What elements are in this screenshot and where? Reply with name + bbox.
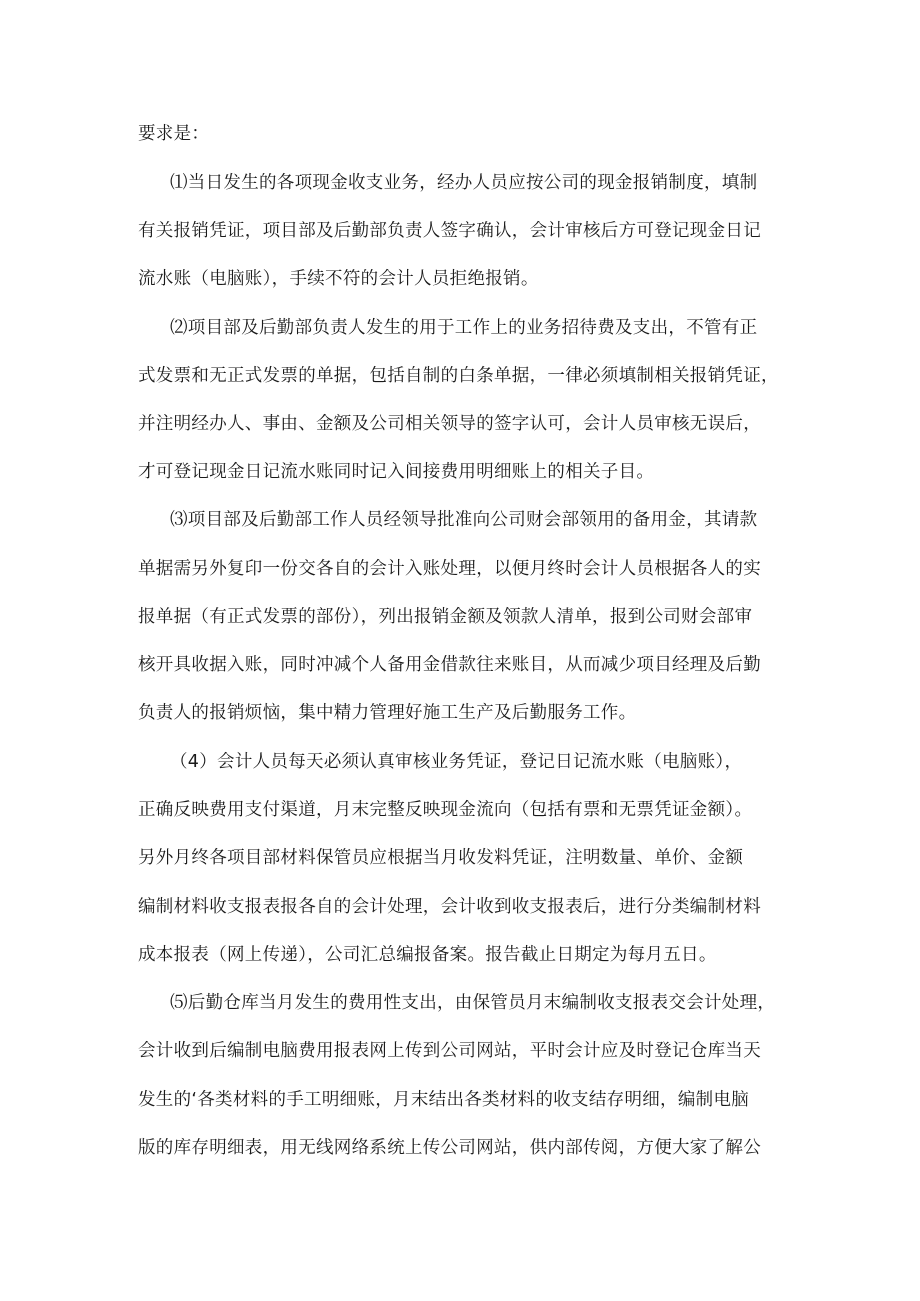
- paragraph-line: ⑶项目部及后勤部工作人员经领导批准向公司财会部领用的备用金，其请款: [170, 510, 758, 530]
- paragraph-line: 并注明经办人、事由、金额及公司相关领导的签字认可，会计人员审核无误后，: [138, 414, 761, 434]
- paragraph-line: 会计收到后编制电脑费用报表网上传到公司网站，平时会计应及时登记仓库当天: [138, 1041, 761, 1061]
- paragraph-line: 负责人的报销烦恼，集中精力管理好施工生产及后勤服务工作。: [138, 703, 637, 723]
- paragraph-line: ⑴当日发生的各项现金收支业务，经办人员应按公司的现金报销制度，填制: [170, 173, 758, 193]
- paragraph-line: ⑵项目部及后勤部负责人发生的用于工作上的业务招待费及支出，不管有正: [170, 318, 758, 338]
- paragraph-line: 发生的‘各类材料的手工明细账，月末结出各类材料的收支结存明细，编制电脑: [138, 1090, 750, 1110]
- paragraph-line: 成本报表（网上传递），公司汇总编报备案。报告截止日期定为每月五日。: [138, 945, 717, 965]
- paragraph-line: 核开具收据入账，同时冲减个人备用金借款往来账目，从而减少项目经理及后勤: [138, 655, 761, 675]
- intro-text: 要求是：: [138, 124, 210, 144]
- paragraph-line: 报单据（有正式发票的部份），列出报销金额及领款人清单，报到公司财会部审: [138, 607, 753, 627]
- paragraph-line: 另外月终各项目部材料保管员应根据当月收发料凭证，注明数量、单价、金额: [138, 848, 744, 868]
- paragraph-line: 单据需另外复印一份交各自的会计入账处理，以便月终时会计人员根据各人的实: [138, 559, 761, 579]
- paragraph-line: 流水账（电脑账），手续不符的会计人员拒绝报销。: [138, 269, 539, 289]
- paragraph-line: 才可登记现金日记流水账同时记入间接费用明细账上的相关子目。: [138, 462, 655, 482]
- paragraph-line: 编制材料收支报表报各自的会计处理，会计收到收支报表后，进行分类编制材料: [138, 897, 761, 917]
- paragraph-line: 有关报销凭证，项目部及后勤部负责人签字确认，会计审核后方可登记现金日记: [138, 221, 761, 241]
- paragraph-line: （4）会计人员每天必须认真审核业务凭证，登记日记流水账（电脑账），: [170, 752, 743, 772]
- paragraph-line: 式发票和无正式发票的单据，包括自制的白条单据，一律必须填制相关报销凭证，: [138, 366, 779, 386]
- paragraph-line: 正确反映费用支付渠道，月末完整反映现金流向（包括有票和无票凭证金额）。: [138, 800, 753, 820]
- paragraph-line: 版的库存明细表，用无线网络系统上传公司网站，供内部传阅，方便大家了解公: [138, 1138, 761, 1158]
- paragraph-line: ⑸后勤仓库当月发生的费用性支出，由保管员月末编制收支报表交会计处理，: [170, 993, 776, 1013]
